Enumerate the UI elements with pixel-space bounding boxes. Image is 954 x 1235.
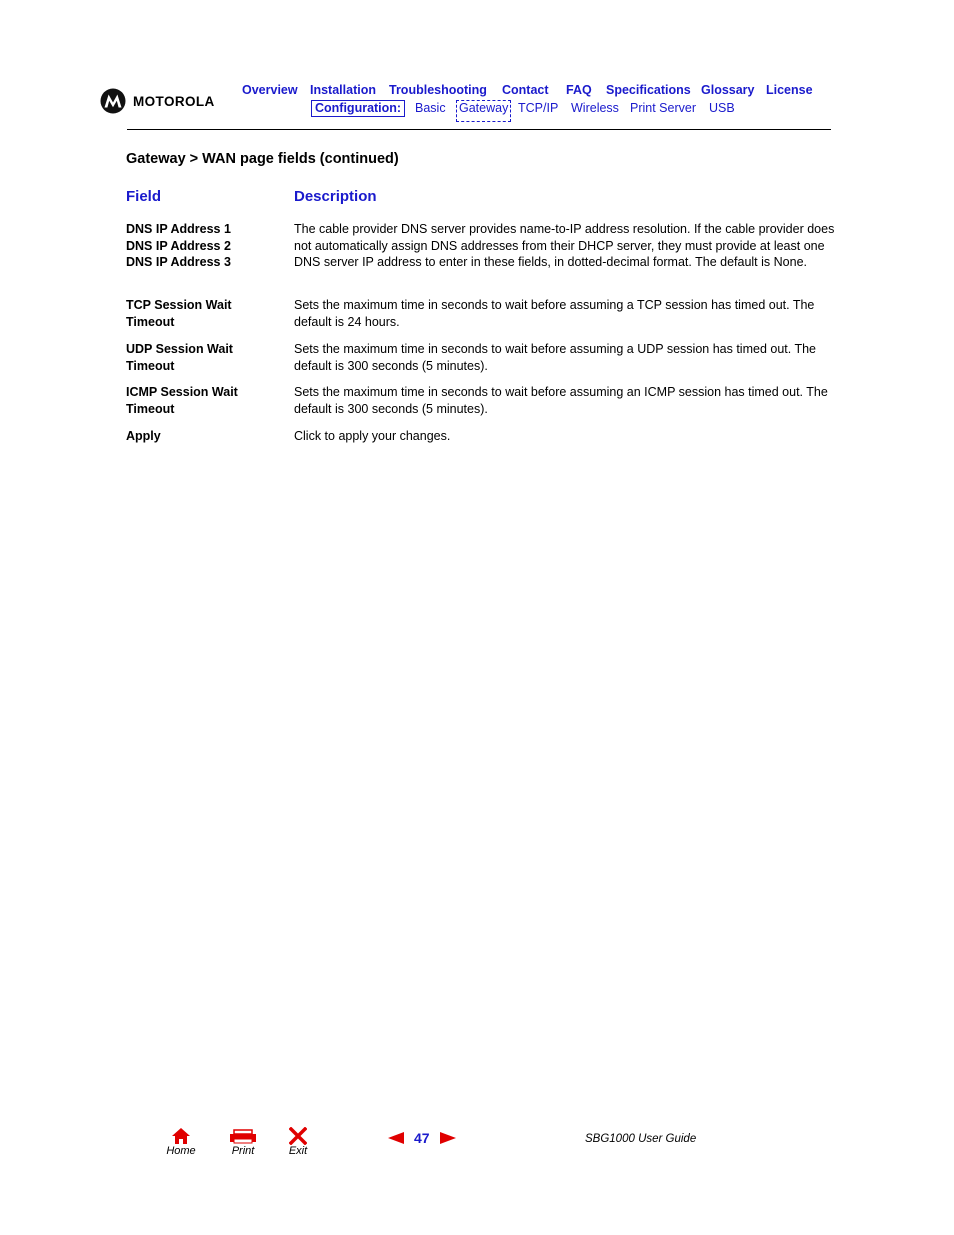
field-dns-ip-address: DNS IP Address 1 DNS IP Address 2 DNS IP Address 3 (126, 222, 231, 269)
desc-udp-session-wait-timeout: Sets the maximum time in seconds to wait before assuming a UDP session has timed out. The default is 300 seconds (5 minutes). (294, 342, 817, 373)
sub-nav-usb[interactable]: USB (709, 101, 735, 115)
sub-nav-tcpip[interactable]: TCP/IP (518, 101, 559, 115)
sub-nav-basic[interactable]: Basic (415, 101, 446, 115)
desc-icmp-session-wait-timeout: Sets the maximum time in seconds to wait before assuming an ICMP session has timed out. The default is 300 seconds (5 minutes). (294, 385, 828, 416)
desc-tcp-session-wait-timeout: Sets the maximum time in seconds to wait before assuming a TCP session has timed out. The default is 24 hours. (294, 298, 815, 329)
motorola-batwing-icon (100, 88, 126, 114)
desc-dns-ip-address: The cable provider DNS server provides name-to-IP address resolution. If the cable provider does not automatically assign DNS addresses from their DHCP server, they must provide at least one DNS server IP address to enter in these fields, in dotted-decimal format. The default is None. (294, 222, 835, 269)
field-column-header: Field (126, 188, 162, 205)
description-column-header: Description (294, 188, 377, 205)
field-apply: Apply (126, 429, 161, 443)
motorola-logo (100, 88, 215, 114)
nav-link-specifications[interactable]: Specifications (606, 83, 691, 97)
print-label: Print (231, 1145, 255, 1157)
field-tcp-session-wait-timeout: TCP Session Wait Timeout (126, 298, 232, 329)
nav-link-overview[interactable]: Overview (242, 83, 298, 97)
field-icmp-session-wait-timeout: ICMP Session Wait Timeout (126, 385, 238, 416)
sub-nav-wireless[interactable]: Wireless (571, 101, 619, 115)
guide-title: SBG1000 User Guide (585, 1133, 697, 1145)
nav-link-troubleshooting[interactable]: Troubleshooting (389, 83, 487, 97)
nav-link-contact[interactable]: Contact (502, 83, 549, 97)
exit-x-icon (289, 1127, 307, 1145)
exit-button[interactable] (283, 1127, 313, 1157)
nav-link-glossary[interactable]: Glossary (701, 83, 755, 97)
field-udp-session-wait-timeout: UDP Session Wait Timeout (126, 342, 233, 373)
exit-label: Exit (288, 1145, 308, 1157)
home-label: Home (166, 1145, 196, 1157)
nav-link-license[interactable]: License (766, 83, 813, 97)
brand-name: MOTOROLA (133, 93, 215, 109)
nav-link-installation[interactable]: Installation (310, 83, 376, 97)
home-button[interactable] (163, 1127, 199, 1157)
next-page-arrow-icon[interactable] (440, 1132, 456, 1144)
header-divider (127, 129, 831, 130)
config-label: Configuration: (311, 100, 405, 117)
sub-nav-print-server[interactable]: Print Server (630, 101, 696, 115)
previous-page-arrow-icon[interactable] (388, 1132, 404, 1144)
section-title: Gateway > WAN page fields (continued) (126, 151, 399, 167)
home-icon (171, 1127, 191, 1145)
desc-apply: Click to apply your changes. (294, 429, 451, 443)
page-navigator (388, 1130, 456, 1146)
print-button[interactable] (225, 1127, 261, 1157)
page-number: 47 (414, 1130, 430, 1146)
print-icon (229, 1127, 257, 1145)
nav-link-faq[interactable]: FAQ (566, 83, 592, 97)
sub-nav-gateway[interactable]: Gateway (456, 100, 511, 122)
